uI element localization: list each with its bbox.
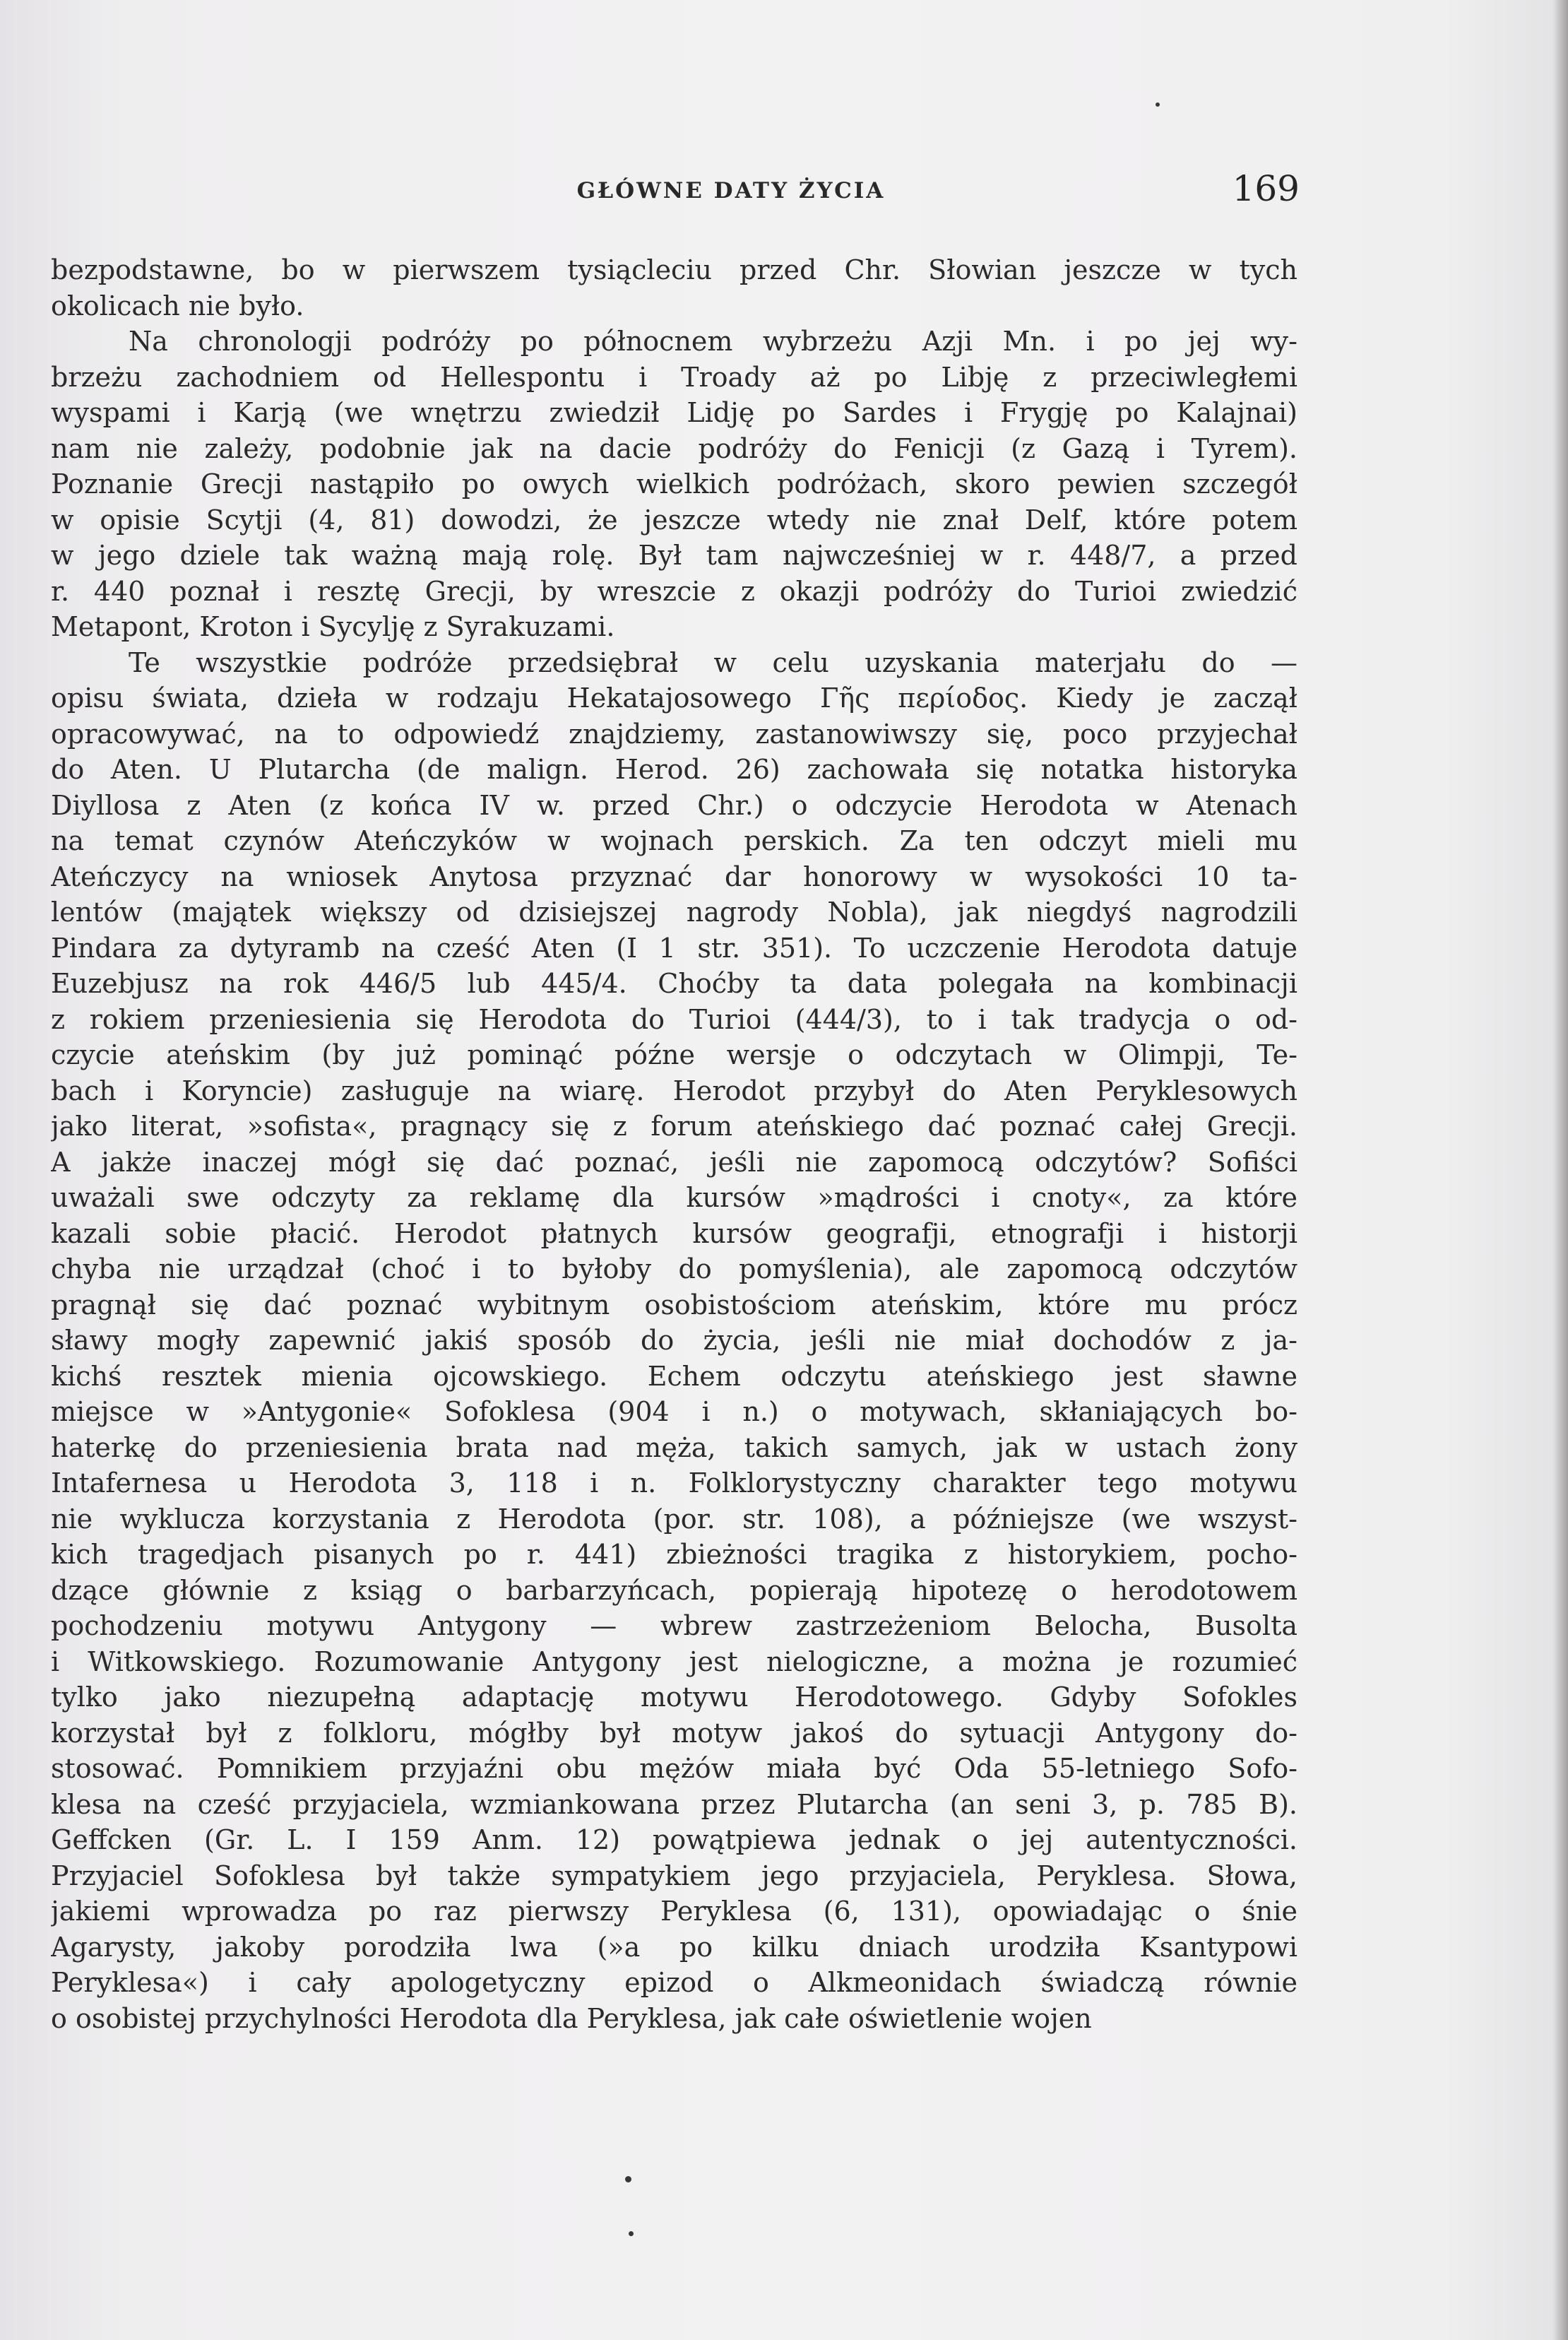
text-line: stosować. Pomnikiem przyjaźni obu mężów miała być Oda 55-letniego Sofo- (51, 1753, 1297, 1784)
text-line: bach i Koryncie) zasługuje na wiarę. Herodot przybył do Aten Peryklesowych (51, 1075, 1297, 1106)
text-line: sławy mogły zapewnić jakiś sposób do życia, jeśli nie miał dochodów z ja- (51, 1325, 1297, 1356)
text-line: Euzebjusz na rok 446/5 lub 445/4. Choćby ta data polegała na kombinacji (51, 968, 1297, 999)
text-line: Przyjaciel Sofoklesa był także sympatykiem jego przyjaciela, Peryklesa. Słowa, (51, 1860, 1297, 1891)
text-line: jako literat, »sofista«, pragnący się z forum ateńskiego dać poznać całej Grecji. (51, 1111, 1297, 1142)
text-line: klesa na cześć przyjaciela, wzmiankowana przez Plutarcha (an seni 3, p. 785 B). (51, 1788, 1297, 1820)
ink-speck (1156, 102, 1160, 107)
text-line: na temat czynów Ateńczyków w wojnach perskich. Za ten odczyt mieli mu (51, 825, 1297, 856)
text-line: korzystał był z folkloru, mógłby był motyw jakoś do sytuacji Antygony do- (51, 1717, 1297, 1749)
text-line: okolicach nie było. (51, 290, 304, 321)
text-line: pragnął się dać poznać wybitnym osobistościom ateńskim, które mu prócz (51, 1289, 1297, 1320)
text-line: w opisie Scytji (4, 81) dowodzi, że jeszcze wtedy nie znał Delf, które potem (51, 504, 1297, 536)
page-header (162, 168, 1300, 211)
text-line: tylko jako niezupełną adaptację motywu Herodotowego. Gdyby Sofokles (51, 1682, 1297, 1713)
text-line: chyba nie urządzał (choć i to byłoby do pomyślenia), ale zapomocą odczytów (51, 1253, 1297, 1284)
text-line: uważali swe odczyty za reklamę dla kursów »mądrości i cnoty«, za które (51, 1182, 1297, 1213)
text-line: Intafernesa u Herodota 3, 118 i n. Folklorystyczny charakter tego motywu (51, 1467, 1297, 1499)
ink-speck (629, 2231, 634, 2236)
text-line: kazali sobie płacić. Herodot płatnych kursów geografji, etnografji i historji (51, 1217, 1297, 1249)
text-line: r. 440 poznał i resztę Grecji, by wreszcie z okazji podróży do Turioi zwiedzić (51, 575, 1297, 607)
text-line: Metapont, Kroton i Sycylję z Syrakuzami. (51, 611, 615, 642)
body-text (51, 252, 1297, 2036)
text-line: lentów (majątek większy od dzisiejszej nagrody Nobla), jak niegdyś nagrodzili (51, 897, 1297, 928)
text-line: haterkę do przeniesienia brata nad męża, takich samych, jak w ustach żony (51, 1431, 1297, 1463)
text-line: Na chronologji podróży po północnem wybrzeżu Azji Mn. i po jej wy- (129, 326, 1297, 357)
text-line: opracowywać, na to odpowiedź znajdziemy, zastanowiwszy się, poco przyjechał (51, 718, 1297, 750)
text-line: Peryklesa«) i cały apologetyczny epizod o Alkmeonidach świadczą równie (51, 1967, 1297, 1998)
text-line: w jego dziele tak ważną mają rolę. Był tam najwcześniej w r. 448/7, a przed (51, 540, 1297, 571)
text-line: Agarysty, jakoby porodziła lwa (»a po kilku dniach urodziła Ksantypowi (51, 1931, 1297, 1963)
text-line: Pindara za dytyramb na cześć Aten (I 1 str. 351). To uczczenie Herodota datuje (51, 932, 1297, 964)
text-line: bezpodstawne, bo w pierwszem tysiącleciu przed Chr. Słowian jeszcze w tych (51, 254, 1297, 285)
text-line: Te wszystkie podróże przedsiębrał w celu uzyskania materjału do — (129, 646, 1297, 678)
text-line: pochodzeniu motywu Antygony — wbrew zastrzeżeniom Belocha, Busolta (51, 1610, 1297, 1641)
text-line: nie wyklucza korzystania z Herodota (por. str. 108), a późniejsze (we wszyst- (51, 1503, 1297, 1535)
running-head: GŁÓWNE DATY ŻYCIA (576, 178, 886, 203)
text-line: do Aten. U Plutarcha (de malign. Herod. 26) zachowała się notatka historyka (51, 754, 1297, 785)
text-line: opisu świata, dzieła w rodzaju Hekatajosowego Γῆς περίοδος. Kiedy je zaczął (51, 682, 1297, 714)
text-line: Diyllosa z Aten (z końca IV w. przed Chr.) o odczycie Herodota w Atenach (51, 789, 1297, 821)
text-line: brzeżu zachodniem od Hellespontu i Troady aż po Libję z przeciwległemi (51, 361, 1297, 393)
text-line: o osobistej przychylności Herodota dla Peryklesa, jak całe oświetlenie wojen (51, 2002, 1092, 2034)
text-line: czycie ateńskim (by już pominąć późne wersje o odczytach w Olimpji, Te- (51, 1039, 1297, 1070)
text-line: Poznanie Grecji nastąpiło po owych wielkich podróżach, skoro pewien szczegół (51, 468, 1297, 500)
text-line: jakiemi wprowadza po raz pierwszy Peryklesa (6, 131), opowiadając o śnie (51, 1896, 1297, 1927)
text-line: kich tragedjach pisanych po r. 441) zbieżności tragika z historykiem, pocho- (51, 1539, 1297, 1570)
text-line: i Witkowskiego. Rozumowanie Antygony jest nielogiczne, a można je rozumieć (51, 1645, 1297, 1677)
text-line: nam nie zależy, podobnie jak na dacie podróży do Fenicji (z Gazą i Tyrem). (51, 432, 1297, 464)
text-line: Ateńczycy na wniosek Anytosa przyznać dar honorowy w wysokości 10 ta- (51, 861, 1297, 892)
text-line: miejsce w »Antygonie« Sofoklesa (904 i n.) o motywach, skłaniających bo- (51, 1396, 1297, 1427)
page-number: 169 (1232, 168, 1300, 209)
text-line: z rokiem przeniesienia się Herodota do Turioi (444/3), to i tak tradycja o od- (51, 1003, 1297, 1035)
text-line: A jakże inaczej mógł się dać poznać, jeśli nie zapomocą odczytów? Sofiści (51, 1146, 1297, 1178)
text-line: dzące głównie z ksiąg o barbarzyńcach, popierają hipotezę o herodotowem (51, 1574, 1297, 1606)
text-line: Geffcken (Gr. L. I 159 Anm. 12) powątpiewa jednak o jej autentyczności. (51, 1824, 1297, 1855)
text-line: kichś resztek mienia ojcowskiego. Echem odczytu ateńskiego jest sławne (51, 1360, 1297, 1392)
page-edge-shadow (1552, 0, 1568, 2340)
text-line: wyspami i Karją (we wnętrzu zwiedził Lidję po Sardes i Frygję po Kalajnai) (51, 397, 1297, 428)
ink-speck (625, 2176, 631, 2182)
